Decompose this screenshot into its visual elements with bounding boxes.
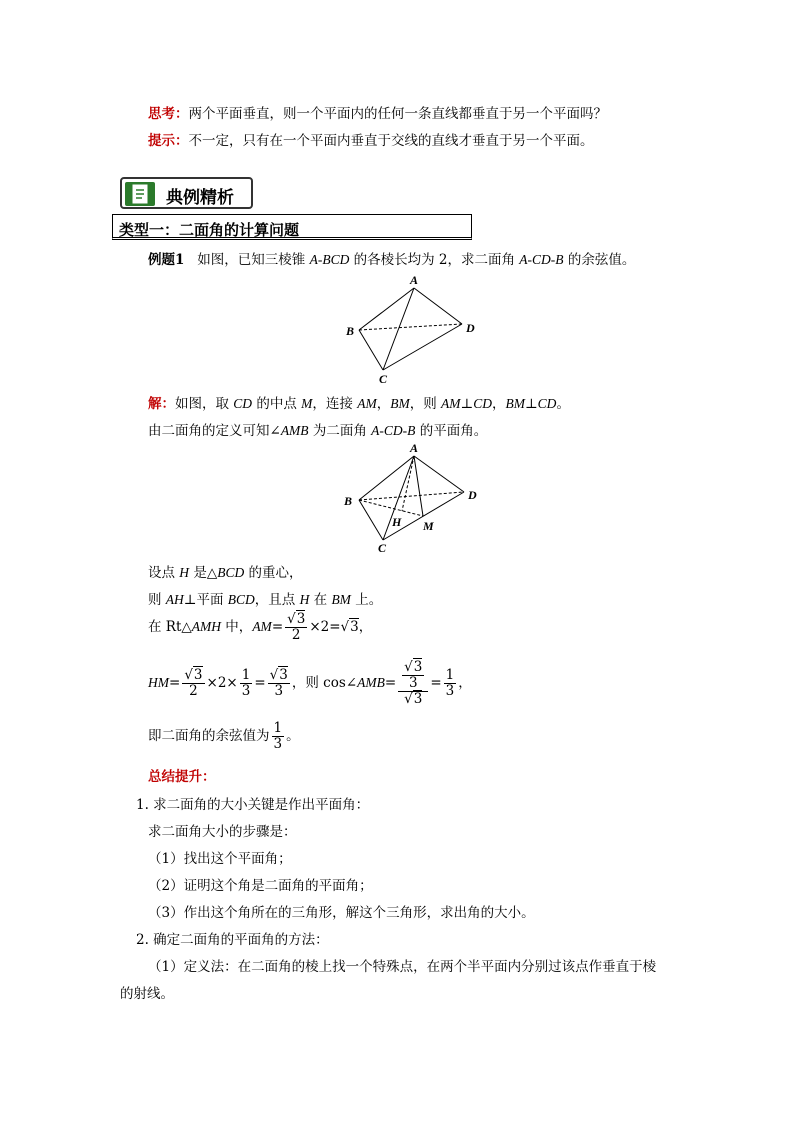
radicand: 3 bbox=[413, 659, 423, 675]
denominator: 2 bbox=[291, 626, 301, 643]
sqrt: √3 bbox=[340, 618, 359, 635]
think-label: 思考： bbox=[148, 106, 189, 122]
var: AM bbox=[357, 396, 377, 411]
text: 。 bbox=[556, 396, 570, 412]
fraction bbox=[444, 668, 457, 699]
denominator: 3 bbox=[241, 682, 251, 699]
text: ，连接 bbox=[312, 396, 358, 412]
var: A-BCD bbox=[309, 252, 350, 267]
text: 中， bbox=[221, 618, 253, 635]
radicand: 3 bbox=[296, 611, 306, 627]
text: ⊥ bbox=[460, 396, 474, 412]
var: BM bbox=[505, 396, 525, 411]
hint-line bbox=[148, 133, 594, 149]
solution-label: 解： bbox=[148, 396, 175, 412]
label-A: A bbox=[410, 441, 419, 455]
denominator: 3 bbox=[274, 682, 284, 699]
text: = bbox=[271, 618, 284, 635]
var: BCD bbox=[227, 592, 255, 607]
summary-item-2b: 的射线。 bbox=[120, 986, 174, 1002]
text: 如图，已知三棱锥 bbox=[197, 252, 310, 268]
summary-item-2: 2. 确定二面角的平面角的方法： bbox=[136, 932, 329, 948]
text: 为二面角 bbox=[308, 423, 372, 439]
label-D: D bbox=[468, 488, 477, 502]
solution-line-3 bbox=[148, 565, 303, 581]
text: 是△ bbox=[189, 565, 218, 581]
think-text: 两个平面垂直，则一个平面内的任何一条直线都垂直于另一个平面吗？ bbox=[188, 106, 607, 122]
var: CD bbox=[233, 396, 253, 411]
label-B: B bbox=[344, 494, 353, 508]
text: 即二面角的余弦值为 bbox=[148, 727, 270, 744]
denominator: 3 bbox=[445, 682, 455, 699]
var: A-CD-B bbox=[371, 423, 416, 438]
var: CD bbox=[537, 396, 557, 411]
text: 的各棱长均为 2，求二面角 bbox=[349, 252, 520, 268]
label-A: A bbox=[410, 273, 419, 287]
text: 由二面角的定义可知∠ bbox=[148, 423, 281, 439]
complex-fraction: $\frac{\frac{√3}{3}}{√3}$ bbox=[398, 660, 428, 707]
summary-label: 总结提升： bbox=[148, 769, 216, 785]
var: AMB bbox=[280, 423, 309, 438]
var: BM bbox=[390, 396, 410, 411]
numerator: 1 bbox=[445, 666, 455, 683]
var: H bbox=[299, 592, 310, 607]
var: CD bbox=[473, 396, 492, 411]
text: 则 bbox=[148, 592, 166, 608]
summary-item-1a: 求二面角大小的步骤是： bbox=[148, 824, 297, 840]
think-line bbox=[148, 106, 607, 122]
var: BM bbox=[331, 592, 351, 607]
radicand: 3 bbox=[350, 618, 359, 635]
label-C: C bbox=[378, 541, 387, 555]
fraction bbox=[240, 668, 253, 699]
summary-item-1b: （1）找出这个平面角； bbox=[148, 851, 292, 867]
solution-line-6 bbox=[148, 660, 472, 707]
var: A-CD-B bbox=[519, 252, 564, 267]
solution-line-2 bbox=[148, 423, 487, 439]
var: M bbox=[301, 396, 313, 411]
text: = bbox=[384, 674, 397, 691]
summary-item-1c: （2）证明这个角是二面角的平面角； bbox=[148, 878, 373, 894]
text: 的中点 bbox=[252, 396, 302, 412]
hint-text: 不一定，只有在一个平面内垂直于交线的直线才垂直于另一个平面。 bbox=[188, 133, 594, 149]
var: BCD bbox=[217, 565, 245, 580]
text: 在 Rt△ bbox=[148, 618, 192, 635]
document-icon bbox=[125, 182, 155, 206]
text: 。 bbox=[286, 727, 300, 744]
text: 的余弦值。 bbox=[563, 252, 636, 268]
fraction bbox=[272, 721, 285, 752]
tetrahedron-figure-2 bbox=[340, 440, 480, 555]
radicand: 3 bbox=[413, 690, 423, 707]
numerator: 1 bbox=[241, 666, 251, 683]
label-D: D bbox=[466, 321, 475, 335]
text: ⊥平面 bbox=[183, 592, 228, 608]
text: 设点 bbox=[148, 565, 180, 581]
denominator: 3 bbox=[408, 674, 418, 691]
summary-item-1d: （3）作出这个角所在的三角形，解这个三角形，求出角的大小。 bbox=[148, 905, 535, 921]
text: ×2× bbox=[206, 674, 238, 691]
text: ， bbox=[491, 396, 506, 412]
text: ， bbox=[458, 674, 472, 691]
text: ，则 cos∠ bbox=[291, 674, 358, 691]
type-heading bbox=[112, 214, 472, 240]
text: 的平面角。 bbox=[415, 423, 488, 439]
solution-line-7 bbox=[148, 721, 300, 752]
type-title: 类型一：二面角的计算问题 bbox=[119, 221, 300, 239]
summary-item-1: 1. 求二面角的大小关键是作出平面角： bbox=[136, 797, 370, 813]
var: H bbox=[179, 565, 190, 580]
label-B: B bbox=[346, 324, 355, 338]
text: 的重心， bbox=[244, 565, 303, 581]
summary-item-2a: （1）定义法：在二面角的棱上找一个特殊点，在两个半平面内分别过该点作垂直于棱 bbox=[148, 959, 657, 975]
solution-line-5 bbox=[148, 612, 372, 643]
text: ×2= bbox=[309, 618, 341, 635]
hint-label: 提示： bbox=[148, 133, 189, 149]
radicand: 3 bbox=[279, 666, 288, 683]
denominator: 3 bbox=[273, 735, 283, 752]
fraction: $\frac{√3}{2}$ bbox=[287, 611, 306, 643]
section-title: 典例精析 bbox=[166, 188, 234, 208]
label-M: M bbox=[423, 519, 434, 533]
var: AMB bbox=[357, 674, 385, 690]
var: HM bbox=[148, 674, 169, 690]
radicand: 3 bbox=[193, 666, 203, 683]
text: ， bbox=[376, 396, 391, 412]
var: AM bbox=[252, 618, 272, 634]
var: AMH bbox=[191, 618, 222, 634]
text: = bbox=[169, 674, 181, 691]
label-C: C bbox=[379, 372, 388, 386]
text: = bbox=[430, 674, 442, 691]
var: AH bbox=[165, 592, 184, 607]
var: AM bbox=[441, 396, 461, 411]
text: ⊥ bbox=[524, 396, 538, 412]
fraction: $\frac{√3}{3}$ bbox=[269, 666, 288, 699]
example-label: 例题1 bbox=[148, 252, 185, 268]
text: 在 bbox=[309, 592, 332, 608]
text: = bbox=[254, 674, 266, 691]
tetrahedron-figure-1 bbox=[340, 272, 480, 387]
denominator: 2 bbox=[189, 682, 198, 699]
text: 上。 bbox=[350, 592, 383, 608]
numerator: 1 bbox=[273, 720, 283, 736]
text: ，且点 bbox=[254, 592, 300, 608]
text: 如图，取 bbox=[175, 396, 234, 412]
example-text bbox=[148, 252, 635, 268]
solution-line-1 bbox=[148, 396, 570, 412]
label-H: H bbox=[392, 515, 402, 529]
text: ， bbox=[358, 618, 373, 635]
section-header bbox=[120, 177, 253, 209]
solution-line-4 bbox=[148, 592, 382, 608]
text: ，则 bbox=[409, 396, 441, 412]
fraction: $\frac{√3}{2}$ bbox=[184, 666, 203, 699]
